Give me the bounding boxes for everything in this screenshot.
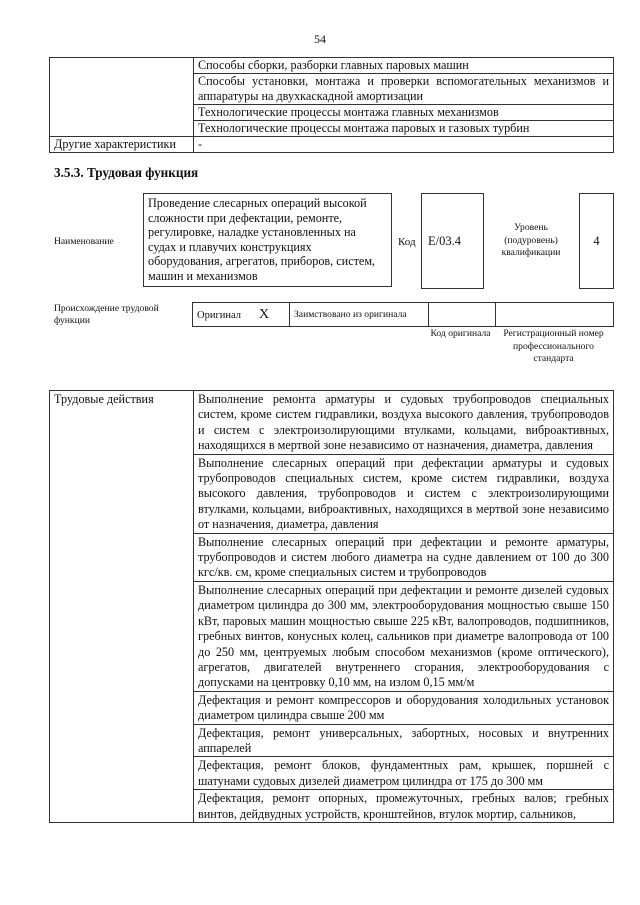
- qualification-level-box: 4: [579, 193, 614, 289]
- page-number: 54: [314, 32, 326, 46]
- qualification-level-label: Уровень (подуровень) квалификации: [501, 222, 561, 258]
- reg-number-caption: Регистрационный номер профессионального стандарта: [503, 328, 604, 364]
- code-value-box: E/03.4: [421, 193, 484, 289]
- labor-action-item: Дефектация, ремонт опорных, промежуточных, гребных валов; гребных винтов, дейдвудных устройств, кронштейнов, втулок мортир, сальников,: [194, 790, 614, 823]
- original-code-caption: Код оригинала: [430, 328, 491, 339]
- code-label: Код: [398, 236, 416, 248]
- labor-action-item: Выполнение слесарных операций при дефектации арматуры и судовых трубопроводов специальных систем, кроме систем гидравлики, воздуха высокого давления, трубопроводов и систем с электроизолирующими втулками, кольцами, виброактивных, находящихся в мертвой зоне независимо от назначения, диаметра, давления: [194, 454, 614, 533]
- knowledge-item: Способы установки, монтажа и проверки вспомогательных механизмов и аппаратуры на двухкаскадной амортизации: [194, 74, 614, 105]
- labor-action-item: Дефектация, ремонт универсальных, забортных, носовых и внутренних аппарелей: [194, 724, 614, 757]
- labor-action-item: Выполнение ремонта арматуры и судовых трубопроводов специальных систем, кроме систем гидравлики, воздуха высокого давления, трубопроводов и систем с электроизолирующими втулками, кольцами, виброактивных, находящихся в мертвой зоне независимо от назначения, диаметра, давления: [194, 391, 614, 455]
- knowledge-continuation-table: [49, 57, 614, 153]
- empty-label-cell: [50, 58, 194, 137]
- labor-actions-label: Трудовые действия: [50, 391, 194, 823]
- knowledge-item: Технологические процессы монтажа паровых и газовых турбин: [194, 121, 614, 137]
- origin-label: Происхождение трудовой функции: [54, 303, 159, 326]
- other-characteristics-label: Другие характеристики: [50, 137, 194, 153]
- reg-number-cell: [496, 303, 614, 327]
- labor-action-item: Дефектация и ремонт компрессоров и оборудования холодильных установок диаметром цилиндра свыше 200 мм: [194, 691, 614, 724]
- other-characteristics-value: -: [194, 137, 614, 153]
- original-code-cell: [429, 303, 496, 327]
- origin-table: [192, 302, 614, 327]
- labor-action-item: Выполнение слесарных операций при дефектации и ремонте дизелей судовых диаметром цилиндра до 300 мм, электрооборудования мощностью свыше 150 кВт, паровых машин мощностью свыше 225 кВт, валопроводов, подшипников, гребных винтов, конусных колец, сальников при диаметре валопровода от 100 до 250 мм, центруемых любым способом механизмов (кроме оптического), агрегатов, двигателей внутреннего сгорания, электрооборудования с допусками на центровку 0,10 мм, на излом 0,15 мм/м: [194, 581, 614, 691]
- labor-action-item: Дефектация, ремонт блоков, фундаментных рам, крышек, поршней с шатунами судовых дизелей диаметром цилиндра от 175 до 300 мм: [194, 757, 614, 790]
- labor-actions-table: [49, 390, 614, 823]
- original-label: Оригинал: [197, 309, 241, 321]
- section-heading: 3.5.3. Трудовая функция: [54, 165, 199, 180]
- name-label: Наименование: [54, 236, 114, 247]
- knowledge-item: Способы сборки, разборки главных паровых машин: [194, 58, 614, 74]
- knowledge-item: Технологические процессы монтажа главных механизмов: [194, 105, 614, 121]
- borrowed-label: Заимствовано из оригинала: [290, 303, 429, 327]
- labor-action-item: Выполнение слесарных операций при дефектации и ремонте арматуры, трубопроводов и систем любого диаметра на судне давлением от 100 до 300 кгс/кв. см, кроме специальных систем и трубопроводов: [194, 533, 614, 581]
- original-cell: [193, 303, 290, 327]
- original-mark: X: [259, 306, 270, 322]
- function-name-box: Проведение слесарных операций высокой сложности при дефектации, ремонте, регулировке, наладке установленных на судах и плавучих конструкциях оборудования, агрегатов, приборов, систем, машин и механизмов: [143, 193, 392, 287]
